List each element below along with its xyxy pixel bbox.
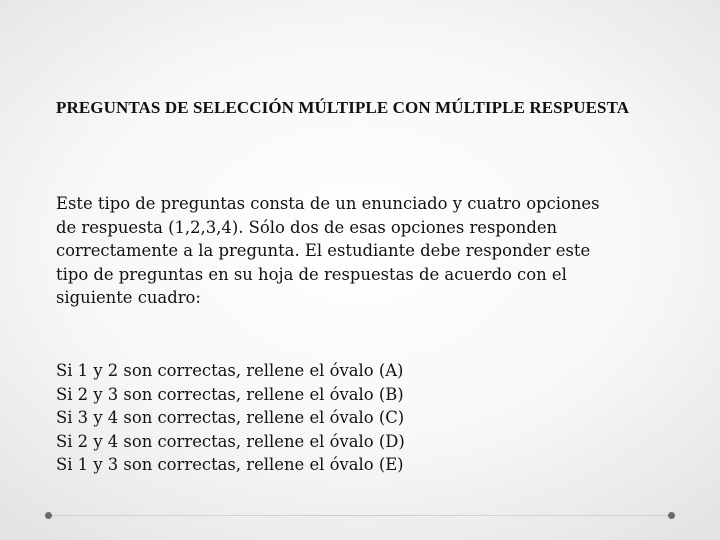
footer-right-dot-icon	[668, 512, 675, 519]
slide-title: PREGUNTAS DE SELECCIÓN MÚLTIPLE CON MÚLTIPLE RESPUESTA	[56, 98, 630, 117]
footer-left-dot-icon	[45, 512, 52, 519]
answer-key-item: Si 2 y 4 son correctas, rellene el óvalo (D)	[56, 431, 405, 451]
instructions-paragraph: Este tipo de preguntas consta de un enunciado y cuatro opciones de respuesta (1,2,3,4). Sólo dos de esas opciones responden correctamente a la pregunta. El estudiante debe responder este tipo de preguntas en su hoja de respuestas de acuerdo con el siguiente cuadro:	[56, 194, 600, 307]
answer-key-item: Si 3 y 4 son correctas, rellene el óvalo (C)	[56, 408, 405, 427]
answer-key-item: Si 1 y 3 son correctas, rellene el óvalo (E)	[56, 455, 404, 474]
answer-key-item: Si 1 y 2 son correctas, rellene el óvalo (A)	[56, 361, 404, 380]
answer-key-item: Si 2 y 3 son correctas, rellene el óvalo (B)	[56, 384, 404, 404]
footer-divider	[48, 515, 672, 516]
answer-key-list	[56, 359, 616, 477]
